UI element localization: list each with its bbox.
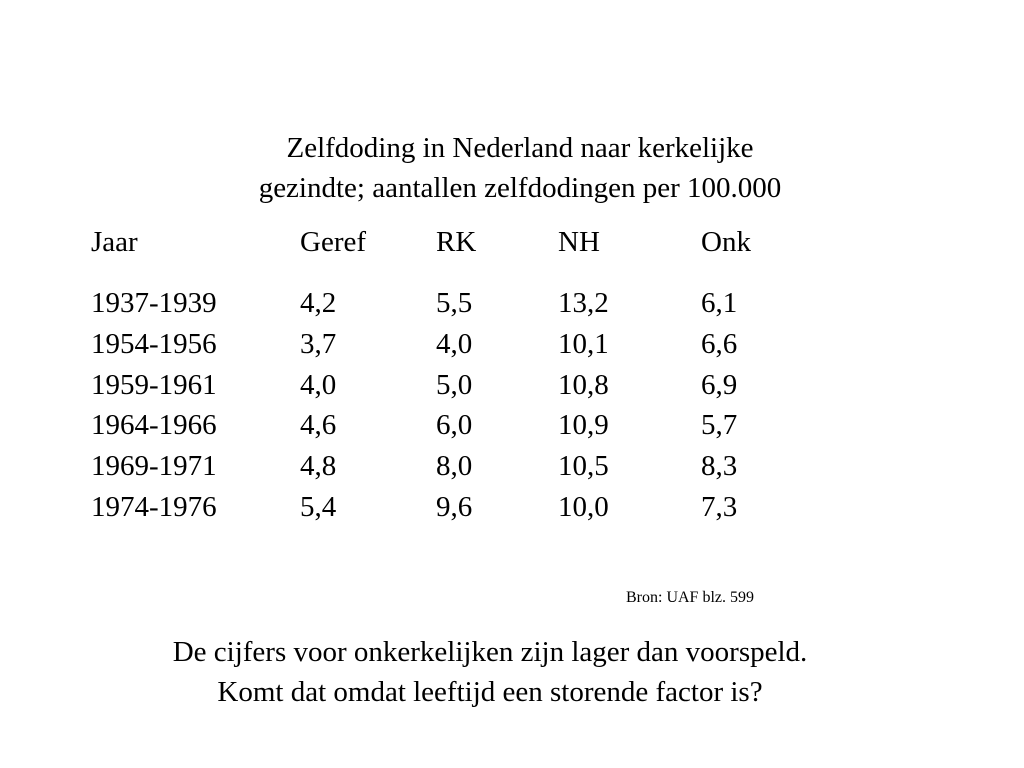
cell-rk: 8,0 bbox=[436, 450, 473, 482]
table-header-row bbox=[0, 224, 1024, 260]
header-nh: NH bbox=[558, 226, 600, 258]
cell-nh: 10,1 bbox=[558, 328, 609, 360]
cell-jaar: 1959-1961 bbox=[91, 369, 217, 401]
cell-geref: 5,4 bbox=[300, 491, 337, 523]
table-row bbox=[0, 407, 1024, 443]
cell-onk: 5,7 bbox=[701, 409, 738, 441]
cell-jaar: 1964-1966 bbox=[91, 409, 217, 441]
cell-geref: 4,8 bbox=[300, 450, 337, 482]
cell-geref: 4,0 bbox=[300, 369, 337, 401]
table-row bbox=[0, 367, 1024, 403]
source-citation: Bron: UAF blz. 599 bbox=[626, 589, 754, 606]
header-onk: Onk bbox=[701, 226, 751, 258]
table-row bbox=[0, 285, 1024, 321]
cell-rk: 5,0 bbox=[436, 369, 473, 401]
cell-nh: 13,2 bbox=[558, 287, 609, 319]
cell-jaar: 1937-1939 bbox=[91, 287, 217, 319]
cell-onk: 8,3 bbox=[701, 450, 738, 482]
header-geref: Geref bbox=[300, 226, 367, 258]
cell-onk: 7,3 bbox=[701, 491, 738, 523]
header-jaar: Jaar bbox=[91, 226, 138, 258]
table-row bbox=[0, 448, 1024, 484]
cell-onk: 6,9 bbox=[701, 369, 738, 401]
table-row bbox=[0, 326, 1024, 362]
cell-jaar: 1969-1971 bbox=[91, 450, 217, 482]
cell-rk: 4,0 bbox=[436, 328, 473, 360]
slide-title-line-1: Zelfdoding in Nederland naar kerkelijke bbox=[286, 132, 754, 164]
header-rk: RK bbox=[436, 226, 477, 258]
cell-geref: 4,2 bbox=[300, 287, 337, 319]
cell-rk: 9,6 bbox=[436, 491, 473, 523]
cell-nh: 10,8 bbox=[558, 369, 609, 401]
cell-geref: 4,6 bbox=[300, 409, 337, 441]
cell-nh: 10,9 bbox=[558, 409, 609, 441]
cell-onk: 6,1 bbox=[701, 287, 738, 319]
slide-title-line-2: gezindte; aantallen zelfdodingen per 100.000 bbox=[258, 172, 782, 204]
conclusion-line-2: Komt dat omdat leeftijd een storende factor is? bbox=[217, 676, 763, 708]
cell-geref: 3,7 bbox=[300, 328, 337, 360]
cell-nh: 10,0 bbox=[558, 491, 609, 523]
cell-jaar: 1954-1956 bbox=[91, 328, 217, 360]
cell-rk: 5,5 bbox=[436, 287, 473, 319]
cell-onk: 6,6 bbox=[701, 328, 738, 360]
conclusion-line-1: De cijfers voor onkerkelijken zijn lager dan voorspeld. bbox=[172, 636, 808, 668]
table-row bbox=[0, 489, 1024, 525]
cell-jaar: 1974-1976 bbox=[91, 491, 217, 523]
cell-rk: 6,0 bbox=[436, 409, 473, 441]
cell-nh: 10,5 bbox=[558, 450, 609, 482]
